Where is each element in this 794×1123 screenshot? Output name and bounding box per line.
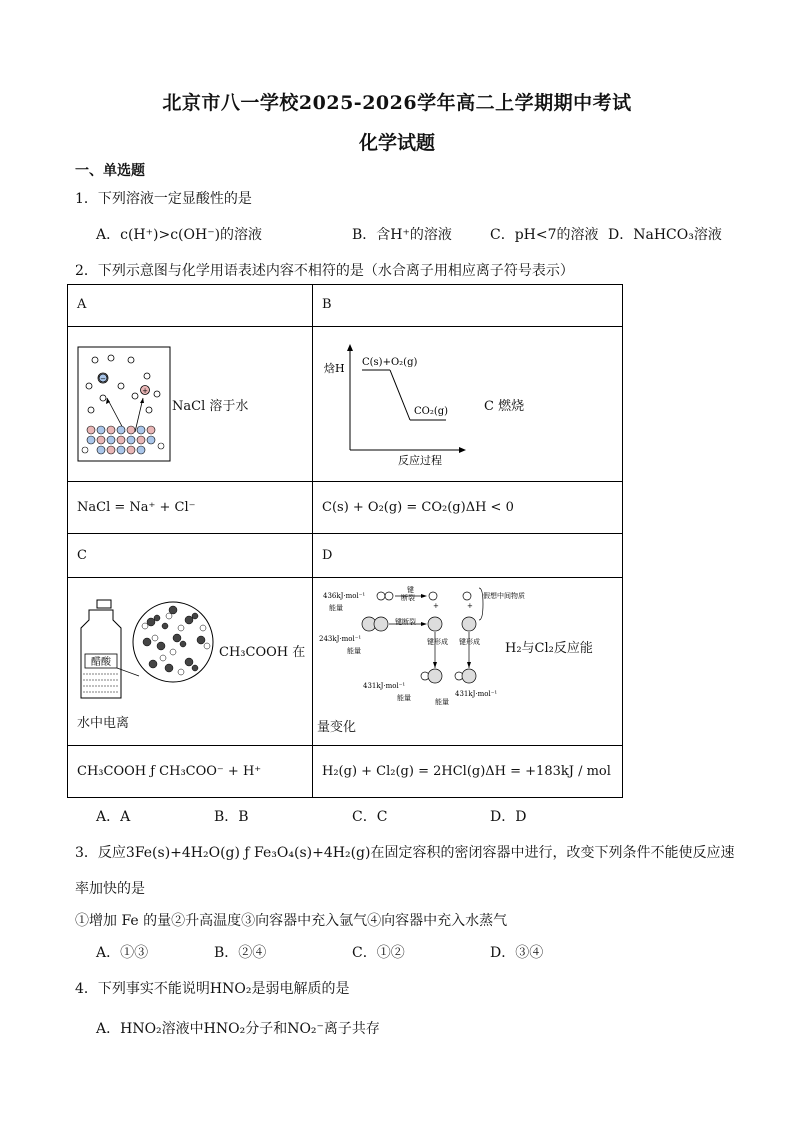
- cell-d-caption-2: 量变化: [317, 720, 357, 735]
- cell-d-caption-1: H₂与Cl₂反应能: [505, 640, 593, 656]
- q2-option-b[interactable]: B．B: [214, 809, 249, 825]
- cell-b-head: B: [313, 285, 623, 327]
- cell-d-head: D: [313, 534, 623, 578]
- q3-option-a[interactable]: A．①③: [96, 945, 149, 961]
- exam-subtitle: 化学试题: [358, 132, 435, 154]
- h2-cl2-energy-diagram: [317, 584, 525, 708]
- product-level-label: CO₂(g): [414, 406, 449, 417]
- svg-text:−: −: [100, 375, 106, 383]
- q3-option-d[interactable]: D．③④: [490, 945, 544, 961]
- energy-label-4: 431kJ·mol⁻¹: [455, 690, 498, 698]
- q2-option-d[interactable]: D．D: [490, 809, 527, 825]
- energy-label-2: 243kJ·mol⁻¹: [319, 635, 362, 643]
- bond-break-label-1: 键: [407, 586, 414, 594]
- svg-text:+: +: [142, 387, 148, 395]
- q3-conditions: ①增加 Fe 的量②升高温度③向容器中充入氩气④向容器中充入水蒸气: [75, 913, 508, 929]
- cell-b-caption: C 燃烧: [484, 398, 525, 414]
- exam-title: 北京市八一学校2025-2026学年高二上学期期中考试: [162, 92, 632, 114]
- cell-d-equation: H₂(g) + Cl₂(g) = 2HCl(g)ΔH = +183kJ / mol: [313, 746, 623, 798]
- q2-option-a[interactable]: A．A: [96, 809, 131, 825]
- q3-option-b[interactable]: B．②④: [214, 945, 267, 961]
- plus-sign-1: +: [433, 602, 439, 610]
- q1-option-a[interactable]: A．c(H⁺)>c(OH⁻)的溶液: [96, 227, 263, 243]
- bond-form-label-2: 键形成: [459, 638, 480, 646]
- q1-option-d[interactable]: D．NaHCO₃溶液: [608, 227, 722, 243]
- q2-stem: 2．下列示意图与化学用语表述内容不相符的是（水合离子用相应离子符号表示）: [75, 263, 574, 279]
- energy-label-1b: 能量: [329, 604, 343, 612]
- q4-stem: 4．下列事实不能说明HNO₂是弱电解质的是: [75, 981, 350, 997]
- q4-option-a[interactable]: A．HNO₂溶液中HNO₂分子和NO₂⁻离子共存: [96, 1021, 380, 1037]
- cell-c-caption-2: 水中电离: [77, 716, 130, 731]
- energy-label-3: 431kJ·mol⁻¹: [363, 682, 406, 690]
- section-heading: 一、单选题: [75, 163, 145, 179]
- acetic-acid-ionization-diagram: [77, 598, 217, 702]
- cell-a-caption: NaCl 溶于水: [172, 398, 249, 414]
- enthalpy-axis-label: 焓H: [324, 362, 345, 375]
- cell-c-head: C: [68, 534, 313, 578]
- cell-b-equation: C(s) + O₂(g) = CO₂(g)ΔH < 0: [313, 482, 623, 534]
- bond-break-label-3: 键断裂: [395, 618, 416, 626]
- cell-a-head: A: [68, 285, 313, 327]
- reactant-level-label: C(s)+O₂(g): [362, 357, 418, 368]
- energy-label-3b: 能量: [397, 694, 411, 702]
- cell-a-equation: NaCl = Na⁺ + Cl⁻: [68, 482, 313, 534]
- q1-option-b[interactable]: B．含H⁺的溶液: [352, 227, 452, 243]
- bond-form-label-1: 键形成: [427, 638, 448, 646]
- combustion-enthalpy-diagram: [322, 340, 470, 468]
- plus-sign-2: +: [467, 602, 473, 610]
- reaction-axis-label: 反应过程: [398, 454, 442, 467]
- q3-stem-line-1: 3．反应3Fe(s)+4H₂O(g) ƒ Fe₃O₄(s)+4H₂(g)在固定容积的密闭容器中进行，改变下列条件不能使反应速: [75, 845, 735, 861]
- q3-stem-line-2: 率加快的是: [75, 881, 145, 897]
- cell-c-caption-1: CH₃COOH 在: [219, 644, 306, 660]
- q2-table: [67, 284, 623, 798]
- energy-label-1: 436kJ·mol⁻¹: [323, 592, 366, 600]
- q1-stem: 1．下列溶液一定显酸性的是: [75, 191, 252, 207]
- hypothetical-intermediate-label: 假想中间物质: [483, 592, 525, 600]
- bond-break-label-2: 断裂: [401, 594, 415, 602]
- q1-option-c[interactable]: C．pH<7的溶液: [490, 227, 599, 243]
- nacl-dissolution-diagram: [77, 346, 171, 462]
- energy-label-2b: 能量: [347, 647, 361, 655]
- q3-option-c[interactable]: C．①②: [352, 945, 405, 961]
- bottle-label: 醋酸: [91, 657, 111, 668]
- q2-option-c[interactable]: C．C: [352, 809, 388, 825]
- cell-c-equation: CH₃COOH ƒ CH₃COO⁻ + H⁺: [68, 746, 313, 798]
- energy-label-4b: 能量: [435, 698, 449, 706]
